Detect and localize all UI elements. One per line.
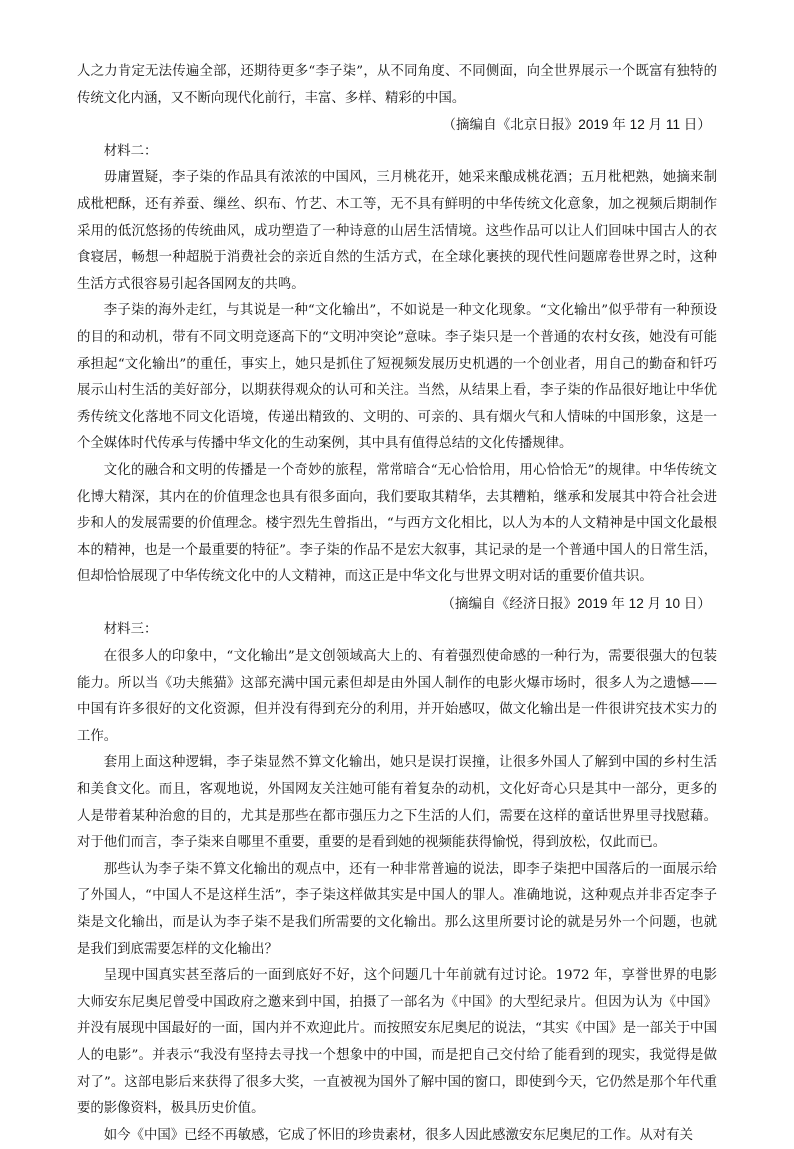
document-body [77,59,717,1149]
source-citation-2: （摘编自《经济日报》2019 年 12 月 10 日） [441,595,711,611]
material-2-paragraph: 文化的融合和文明的传播是一个奇妙的旅程，常常暗合“无心恰恰用，用心恰恰无”的规律。中华传统文化博大精深，其内在的价值理念也具有很多面向，我们要取其精华，去其糟粕，继承和发展其中符合社会进步和人的发展需要的价值理念。楼宇烈先生曾指出，“与西方文化相比，以人为本的人文精神是中国文化最根本的精神，也是一个最重要的特征”。李子柒的作品不是宏大叙事，其记录的是一个普通中国人的日常生活，但却恰恰展现了中华传统文化中的人文精神，而这正是中华文化与世界文明对话的重要价值共识。 [77,462,717,585]
material-2-paragraph: 毋庸置疑，李子柒的作品具有浓浓的中国风，三月桃花开，她采来酿成桃花酒；五月枇杷熟，她摘来制成枇杷酥，还有养蚕、缫丝、织布、竹艺、木工等，无不具有鲜明的中华传统文化意象，加之视频后期制作采用的低沉悠扬的传统曲风，成功塑造了一种诗意的山居生活情境。这些作品可以让人们回味中国古人的衣食寝居，畅想一种超脱于消费社会的亲近自然的生活方式，在全球化裹挟的现代性问题席卷世界之时，这种生活方式很容易引起各国网友的共鸣。 [77,170,717,292]
material-3-paragraph: 那些认为李子柒不算文化输出的观点中，还有一种非常普遍的说法，即李子柒把中国落后的一面展示给了外国人，“中国人不是这样生活”，李子柒这样做其实是中国人的罪人。准确地说，这种观点并非否定李子柒是文化输出，而是认为李子柒不是我们所需要的文化输出。那么这里所要讨论的就是另外一个问题，也就是我们到底需要怎样的文化输出？ [77,861,717,957]
material-2-paragraph: 李子柒的海外走红，与其说是一种“文化输出”，不如说是一种文化现象。“文化输出”似乎带有一种预设的目的和动机，带有不同文明竞逐高下的“文明冲突论”意味。李子柒只是一个普通的农村女孩，她没有可能承担起“文化输出”的重任，事实上，她只是抓住了短视频发展历史机遇的一个创业者，用自己的勤奋和钎巧展示山村生活的美好部分，以期获得观众的认可和关注。当然，从结果上看，李子柒的作品很好地让中华优秀传统文化落地不同文化语境，传递出精致的、文明的、可亲的、具有烟火气和人情味的中国形象，这是一个全媒体时代传承与传播中华文化的生动案例，其中具有值得总结的文化传播规律。 [77,303,717,452]
material-3-paragraph: 套用上面这种逻辑，李子柒显然不算文化输出，她只是误打误撞，让很多外国人了解到中国的乡村生活和美食文化。而且，客观地说，外国网友关注她可能有着复杂的动机，文化好奇心只是其中一部分，更多的人是带着某种治愈的目的，尤其是那些在都市强压力之下生活的人们，需要在这样的童话世界里寻找慰藉。对于他们而言，李子柒来自哪里不重要，重要的是看到她的视频能获得愉悦，得到放松，仅此而已。 [77,755,717,851]
material-3-paragraph: 在很多人的印象中，“文化输出”是文创领域高大上的、有着强烈使命感的一种行为，需要很强大的包装能力。所以当《功夫熊猫》这部充满中国元素但却是由外国人制作的电影火爆市场时，很多人为之遗憾——中国有许多很好的文化资源，但并没有得到充分的利用，并开始感叹，做文化输出是一件很讲究技术实力的工作。 [77,649,717,744]
material-2-label: 材料二： [103,143,158,159]
source-citation-1: （摘编自《北京日报》2019 年 12 月 11 日） [442,117,711,133]
continuation-paragraph: 人之力肯定无法传遍全部，还期待更多“李子柒”，从不同角度、不同侧面，向全世界展示一个既富有独特的传统文化内涵，又不断向现代化前行，丰富、多样、精彩的中国。 [77,64,717,106]
material-3-paragraph: 如今《中国》已经不再敏感，它成了怀旧的珍贵素材，很多人因此感激安东尼奥尼的工作。从对有关 [103,1127,693,1143]
material-3-label: 材料三： [103,622,158,638]
material-3-paragraph: 呈现中国真实甚至落后的一面到底好不好，这个问题几十年前就有过讨论。1972 年，享誉世界的电影大师安东尼奥尼曾受中国政府之邀来到中国，拍摄了一部名为《中国》的大型纪录片。但因为认为《中国》并没有展现中国最好的一面，国内并不欢迎此片。而按照安东尼奥尼的说法，“其实《中国》是一部关于中国人的电影”。并表示“我没有坚持去寻找一个想象中的中国，而是把自己交付给了能看到的现实，我觉得是做对了”。这部电影后来获得了很多大奖，一直被视为国外了解中国的窗口，即使到今天，它仍然是那个年代重要的影像资料，极具历史价值。 [77,968,717,1117]
